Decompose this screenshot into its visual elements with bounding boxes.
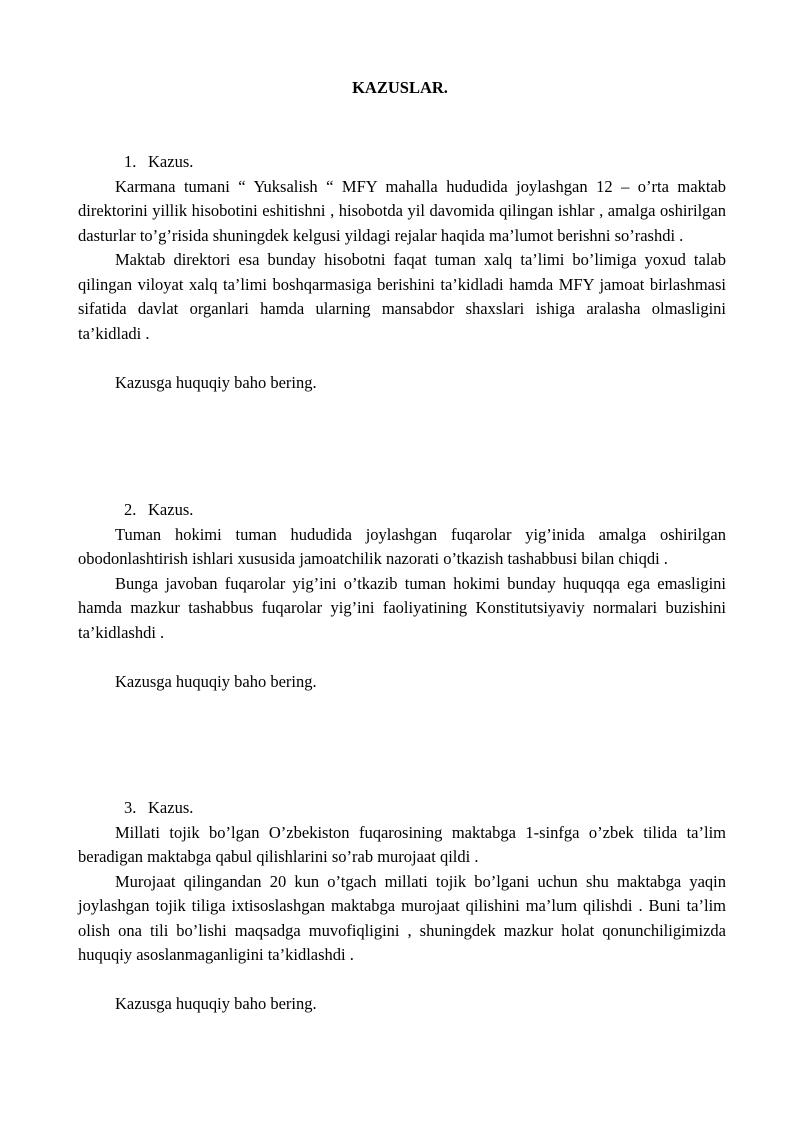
case-task: Kazusga huquqiy baho bering. [115, 372, 317, 392]
page-title: KAZUSLAR. [352, 78, 448, 97]
case-label: Kazus. [148, 500, 194, 519]
case-number: 3. [124, 798, 137, 817]
case-paragraph: Bunga javoban fuqarolar yig’ini o’tkazib tuman hokimi bunday huquqqa ega emasligini hamda mazkur tashabbus fuqarolar yig’ini faoliyatining Konstitutsiyaviy normalari buzishini ta’kidlashdi . [78, 573, 726, 642]
case-paragraph: Maktab direktori esa bunday hisobotni faqat tuman xalq ta’limi bo’limiga yoxud talab qilingan viloyat xalq ta’limi boshqarmasiga berishini ta’kidladi hamda MFY jamoat birlashmasi sifatida davlat organlari hamda ularning mansabdor shaxslari ishiga aralasha olmasligini ta’kidladi . [78, 250, 726, 343]
case-paragraph: Millati tojik bo’lgan O’zbekiston fuqarosining maktabga 1-sinfga o’zbek tilida ta’lim beradigan maktabga qabul qilishlarini so’rab murojaat qildi . [78, 822, 726, 866]
case-heading [78, 796, 726, 821]
case-task: Kazusga huquqiy baho bering. [115, 994, 317, 1013]
case-paragraph: Tuman hokimi tuman hududida joylashgan fuqarolar yig’inida amalga oshirilgan obodonlashtirish ishlari xususida jamoatchilik nazorati o’tkazish tashabbusi bilan chiqdi . [78, 524, 726, 568]
case-2 [78, 498, 726, 694]
case-1 [78, 150, 726, 395]
case-label: Kazus. [148, 798, 194, 817]
case-heading [78, 498, 726, 523]
case-paragraph: Karmana tumani “ Yuksalish “ MFY mahalla hududida joylashgan 12 – o’rta maktab direktorini yillik hisobotini eshitishni , hisobotda yil davomida qilingan ishlar , amalga oshirilgan dasturlar to’g’risida shuningdek kelgusi yildagi rejalar haqida ma’lumot berishni so’rashdi . [78, 176, 726, 245]
case-3 [78, 796, 726, 1017]
case-paragraph: Murojaat qilingandan 20 kun o’tgach millati tojik bo’lgani uchun shu maktabga yaqin joylashgan tojik tiliga ixtisoslashgan maktabga murojaat qilishini ma’lum qilishdi . Buni ta’lim olish ona tili bo’lishi maqsadga muvofiqligini , shuningdek mazkur holat qonunchiligimizda huquqiy asoslanmaganligini ta’kidlashdi . [78, 871, 726, 964]
case-label: Kazus. [148, 152, 194, 171]
case-number: 1. [124, 152, 137, 171]
case-number: 2. [124, 500, 137, 519]
case-heading [78, 150, 726, 175]
case-task: Kazusga huquqiy baho bering. [115, 671, 317, 691]
